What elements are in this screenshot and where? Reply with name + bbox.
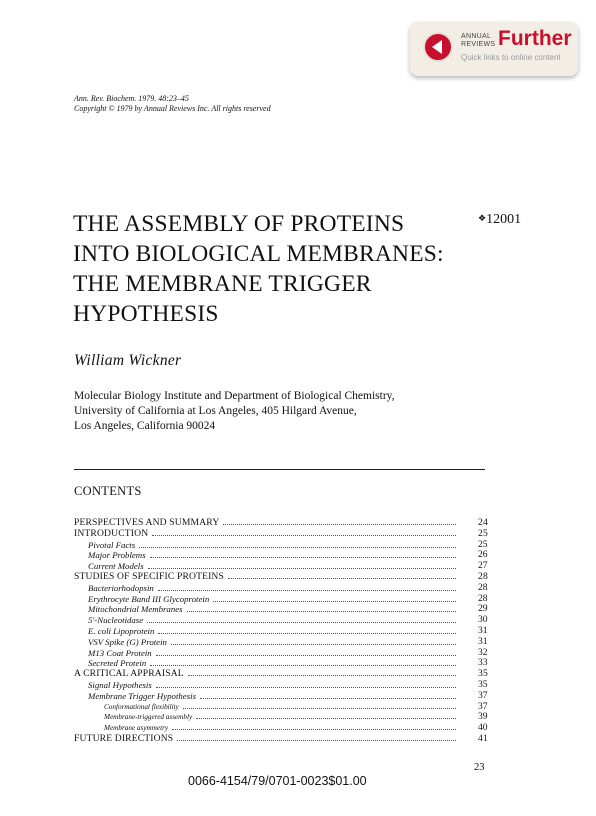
toc-entry-label: Secreted Protein — [88, 658, 147, 669]
toc-entry-page: 29 — [478, 604, 488, 615]
toc-entry-page: 40 — [478, 723, 488, 734]
toc-entry[interactable] — [74, 734, 496, 745]
toc-entry-page: 32 — [478, 647, 488, 658]
toc-entry-label: PERSPECTIVES AND SUMMARY — [74, 518, 220, 528]
toc-leader-dots — [158, 584, 456, 591]
diamond-icon: ❖ — [478, 213, 487, 223]
toc-entry-label: INTRODUCTION — [74, 528, 149, 539]
toc-leader-dots — [148, 562, 456, 569]
toc-entry-label: Membrane asymmetry — [104, 724, 169, 733]
article-code: ❖12001 — [478, 212, 522, 227]
toc-entry-page: 31 — [478, 625, 488, 636]
toc-entry[interactable] — [74, 637, 496, 648]
page-number: 23 — [474, 762, 485, 773]
toc-leader-dots — [188, 669, 456, 676]
toc-entry-label: Mitochondrial Membranes — [88, 604, 183, 615]
toc-entry[interactable] — [74, 723, 496, 734]
toc-entry-page: 30 — [478, 615, 488, 626]
annual-reviews-logo-text: ANNUAL REVIEWS — [461, 33, 496, 48]
toc-entry-page: 28 — [478, 593, 488, 604]
toc-leader-dots — [196, 712, 456, 719]
toc-leader-dots — [171, 638, 456, 645]
toc-entry[interactable] — [74, 702, 496, 713]
toc-entry[interactable] — [74, 691, 496, 702]
back-arrow-icon — [423, 32, 453, 62]
toc-entry-page: 31 — [478, 636, 488, 647]
toc-entry-label: Bacteriorhodopsin — [88, 582, 154, 593]
toc-entry[interactable] — [74, 518, 496, 529]
toc-leader-dots — [150, 551, 456, 558]
toc-entry-page: 41 — [478, 733, 488, 744]
toc-entry[interactable] — [74, 550, 496, 561]
toc-entry-label: Current Models — [88, 561, 144, 572]
toc-entry[interactable] — [74, 712, 496, 723]
toc-entry[interactable] — [74, 626, 496, 637]
toc-entry-label: Membrane Trigger Hypothesis — [88, 690, 196, 701]
toc-entry[interactable] — [74, 529, 496, 540]
toc-leader-dots — [177, 734, 456, 741]
further-label: Further — [498, 27, 572, 50]
toc-entry-page: 33 — [478, 658, 488, 669]
toc-entry-label: STUDIES OF SPECIFIC PROTEINS — [74, 571, 224, 582]
toc-entry[interactable] — [74, 615, 496, 626]
toc-entry-label: Signal Hypothesis — [88, 679, 152, 690]
further-badge[interactable] — [410, 22, 578, 76]
toc-entry[interactable] — [74, 604, 496, 615]
journal-citation: Ann. Rev. Biochem. 1979. 48:23–45 Copyright © 1979 by Annual Reviews Inc. All rights reserved — [74, 94, 271, 113]
toc-entry[interactable] — [74, 680, 496, 691]
issn-code: 0066-4154/79/0701-0023$01.00 — [188, 774, 367, 788]
toc-entry[interactable] — [74, 669, 496, 680]
toc-entry[interactable] — [74, 572, 496, 583]
toc-entry[interactable] — [74, 583, 496, 594]
toc-entry-page: 25 — [478, 539, 488, 550]
author-name: William Wickner — [74, 352, 182, 369]
table-of-contents — [74, 518, 496, 745]
toc-entry[interactable] — [74, 561, 496, 572]
toc-entry-page: 28 — [478, 582, 488, 593]
toc-entry-label: FUTURE DIRECTIONS — [74, 733, 174, 744]
toc-entry-label: 5'-Nucleotidase — [88, 615, 144, 626]
toc-entry-label: Pivotal Facts — [88, 539, 136, 550]
toc-leader-dots — [139, 541, 456, 548]
toc-leader-dots — [200, 692, 456, 699]
toc-entry-label: M13 Coat Protein — [88, 647, 152, 658]
toc-leader-dots — [228, 572, 456, 579]
toc-entry[interactable] — [74, 648, 496, 659]
toc-leader-dots — [156, 681, 456, 688]
toc-entry-page: 27 — [478, 561, 488, 572]
toc-entry[interactable] — [74, 540, 496, 551]
toc-entry-page: 26 — [478, 550, 488, 561]
toc-leader-dots — [147, 616, 456, 623]
toc-entry-page: 37 — [478, 690, 488, 701]
toc-entry-label: Erythrocyte Band III Glycoprotein — [88, 593, 210, 604]
quick-links-text: Quick links to online content — [461, 53, 561, 62]
toc-leader-dots — [152, 529, 456, 536]
toc-entry[interactable] — [74, 658, 496, 669]
author-affiliation: Molecular Biology Institute and Department of Biological Chemistry, University of California at Los Angeles, 405 Hilgard Avenue, Los Angeles, California 90024 — [74, 390, 395, 432]
divider — [74, 469, 485, 470]
toc-entry-page: 25 — [478, 528, 488, 539]
toc-entry-label: Major Problems — [88, 550, 146, 561]
toc-entry-page: 35 — [478, 669, 488, 680]
toc-entry-label: A CRITICAL APPRAISAL — [74, 669, 184, 680]
toc-leader-dots — [187, 605, 456, 612]
toc-entry-label: E. coli Lipoprotein — [88, 625, 155, 636]
toc-entry-page: 28 — [478, 571, 488, 582]
toc-entry-label: VSV Spike (G) Protein — [88, 636, 167, 647]
toc-leader-dots — [223, 518, 456, 525]
toc-leader-dots — [156, 649, 456, 656]
contents-heading: CONTENTS — [74, 484, 142, 498]
toc-entry-page: 35 — [478, 679, 488, 690]
toc-leader-dots — [158, 627, 456, 634]
toc-entry-label: Conformational flexibility — [104, 702, 179, 711]
toc-leader-dots — [213, 595, 456, 602]
toc-leader-dots — [183, 702, 456, 709]
toc-entry-label: Membrane-triggered assembly — [104, 713, 193, 722]
toc-leader-dots — [172, 723, 456, 730]
toc-entry-page: 24 — [478, 518, 488, 528]
article-title: THE ASSEMBLY OF PROTEINS INTO BIOLOGICAL MEMBRANES: THE MEMBRANE TRIGGER HYPOTHESIS — [73, 211, 444, 327]
toc-entry-page: 37 — [478, 701, 488, 712]
toc-entry-page: 39 — [478, 712, 488, 723]
toc-leader-dots — [150, 659, 456, 666]
toc-entry[interactable] — [74, 594, 496, 605]
